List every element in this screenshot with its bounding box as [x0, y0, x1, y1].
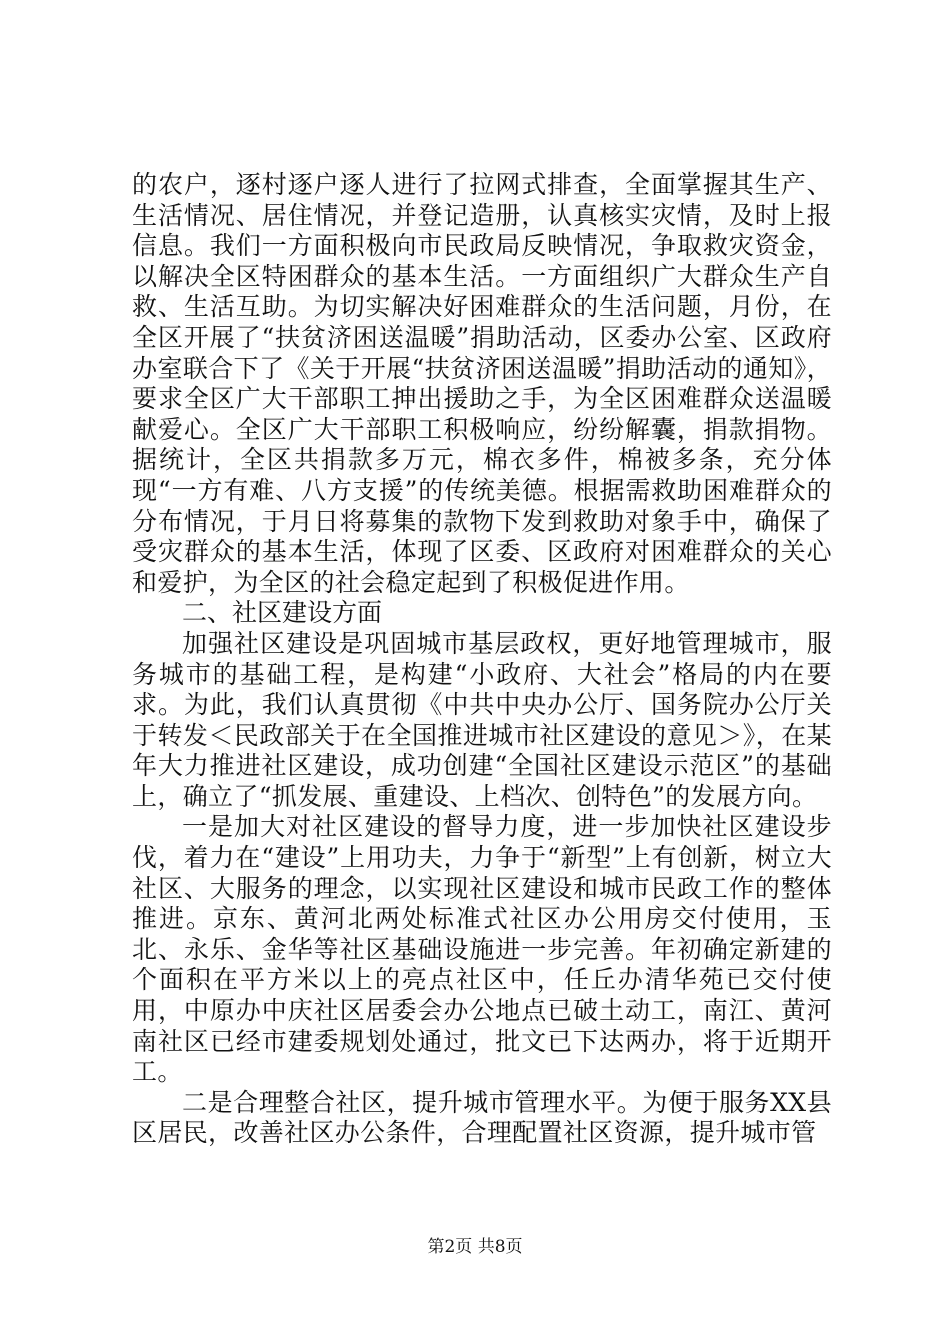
section-heading-community: 二、社区建设方面	[182, 598, 383, 628]
paragraph-community-intro: 加强社区建设是巩固城市基层政权，更好地管理城市，服务城市的基础工程，是构建“小政府、大社会”格局的内在要求。为此，我们认真贯彻《中共中央办公厅、国务院办公厅关于转发＜民政部关于在全国推进城市社区建设的意见＞》，在某年大力推进社区建设，成功创建“全国社区建设示范区”的基础上，确立了“抓发展、重建设、上档次、创特色”的发展方向。	[132, 628, 832, 811]
document-body	[132, 170, 832, 1149]
paragraph-point-one: 一是加大对社区建设的督导力度，进一步加快社区建设步伐，着力在“建设”上用功夫，力争于“新型”上有创新，树立大社区、大服务的理念，以实现社区建设和城市民政工作的整体推进。京东、黄河北两处标准式社区办公用房交付使用，玉北、永乐、金华等社区基础设施进一步完善。年初确定新建的个面积在平方米以上的亮点社区中，任丘办清华苑已交付使用，中原办中庆社区居委会办公地点已破土动工，南江、黄河南社区已经市建委规划处通过，批文已下达两办，将于近期开工。	[132, 812, 832, 1087]
page-number-footer: 第2页 共8页	[427, 1237, 523, 1257]
paragraph-relief-continuation: 的农户，逐村逐户逐人进行了拉网式排查，全面掌握其生产、生活情况、居住情况，并登记造册，认真核实灾情，及时上报信息。我们一方面积极向市民政局反映情况，争取救灾资金，以解决全区特困群众的基本生活。一方面组织广大群众生产自救、生活互助。为切实解决好困难群众的生活问题，月份，在全区开展了“扶贫济困送温暖”捐助活动，区委办公室、区政府办室联合下了《关于开展“扶贫济困送温暖”捐助活动的通知》，要求全区广大干部职工抻出援助之手，为全区困难群众送温暖献爱心。全区广大干部职工积极响应，纷纷解囊，捐款捐物。据统计，全区共捐款多万元，棉衣多件，棉被多条，充分体现“一方有难、八方支援”的传统美德。根据需救助困难群众的分布情况，于月日将募集的款物下发到救助对象手中，确保了受灾群众的基本生活，体现了区委、区政府对困难群众的关心和爱护，为全区的社会稳定起到了积极促进作用。	[132, 170, 832, 597]
paragraph-point-two: 二是合理整合社区，提升城市管理水平。为便于服务XX县区居民，改善社区办公条件，合理配置社区资源，提升城市管	[132, 1087, 832, 1148]
